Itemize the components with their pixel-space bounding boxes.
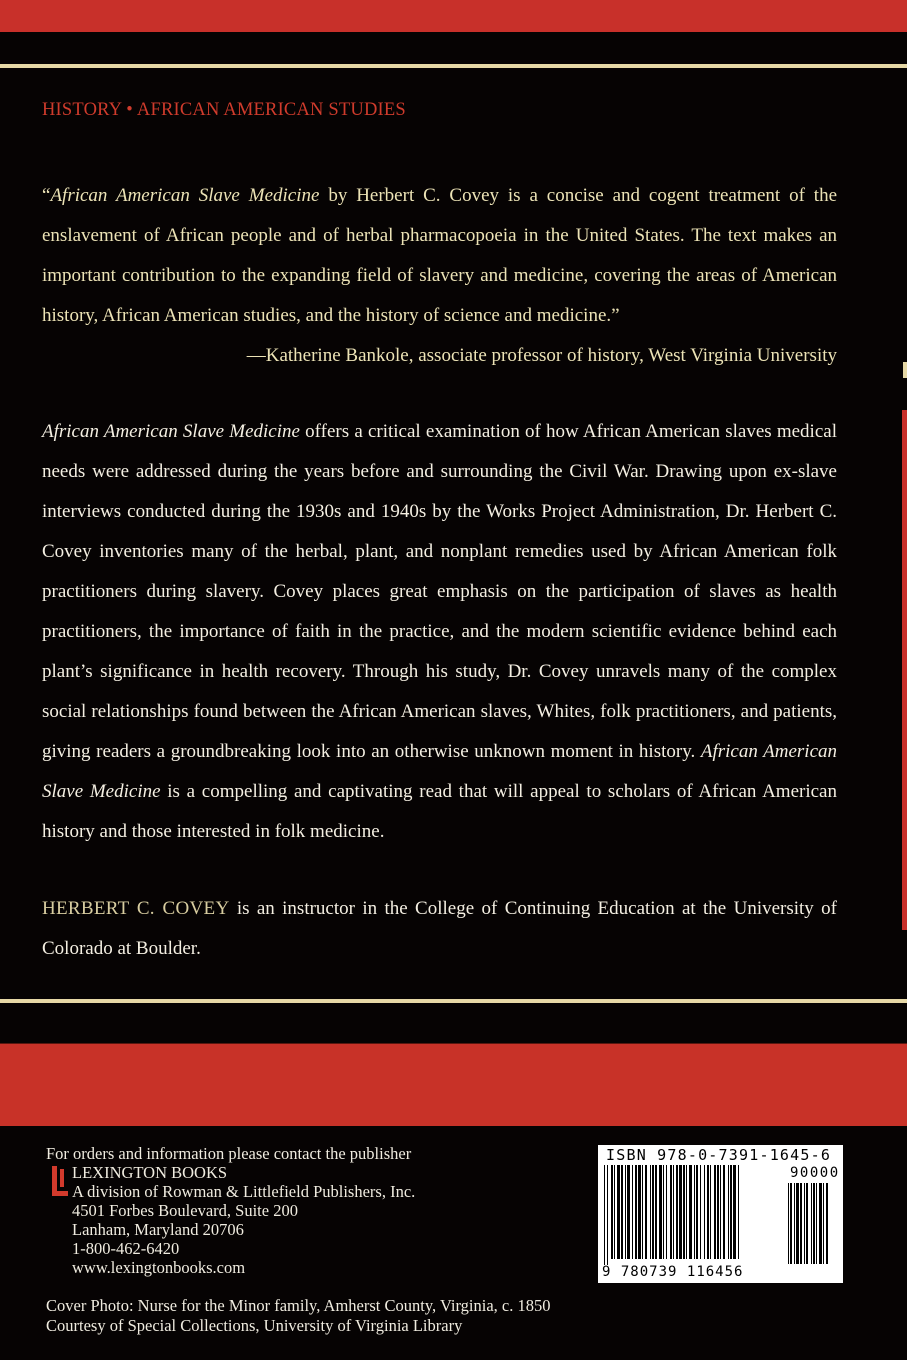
description-title-2: African American Slave Medicine [42, 741, 837, 802]
barcode-bar [804, 1183, 805, 1264]
barcode-bar [621, 1165, 623, 1259]
band-edge-line [0, 1043, 907, 1044]
category-label [42, 100, 406, 121]
quote-book-title: African American Slave Medicine [50, 185, 320, 206]
barcode-bar [714, 1165, 716, 1259]
barcode-bar [683, 1165, 685, 1259]
barcode-bar [663, 1165, 664, 1259]
publisher-division: A division of Rowman & Littlefield Publishers, Inc. [72, 1182, 416, 1201]
barcode-bar [689, 1165, 692, 1259]
barcode-bar [800, 1183, 802, 1264]
category-african-american-studies: AFRICAN AMERICAN STUDIES [136, 100, 406, 120]
ean-digits [602, 1264, 838, 1280]
barcode-bar [617, 1165, 620, 1259]
barcode-bar [707, 1165, 709, 1259]
quote-text: by Herbert C. Covey is a concise and cogent treatment of the enslavement of African people and of herbal pharmacopoeia in the United States. The text makes an important contribution to the expanding field of slavery and medicine, covering the areas of American history, African American studies, and the history of science and medicine.” [42, 185, 837, 326]
barcode-bar [700, 1165, 701, 1259]
author-bio-text: is an instructor in the College of Continuing Education at the University of Colorado at Boulder. [42, 898, 837, 959]
barcode-bar [632, 1165, 633, 1259]
barcode-bar [679, 1165, 682, 1259]
publisher-intro: For orders and information please contact the publisher [46, 1144, 412, 1163]
ean-group-2: 116456 [686, 1264, 744, 1280]
description-text-1: offers a critical examination of how African American slaves medical needs were addressed during the years before and surrounding the Civil War. Drawing upon ex-slave interviews conducted during the 1930s and 1940s by the Works Project Administration, Dr. Herbert C. Covey inventories many of the herbal, plant, and nonplant remedies used by African American folk practitioners during slavery. Covey places great emphasis on the participation of slaves as health practitioners, the importance of faith in the practice, and the modern scientific evidence behind each plant’s significance in health recovery. Through his study, Dr. Covey unravels many of the complex social relationships found between the African American slaves, Whites, folk practitioners, and patients, giving readers a groundbreaking look into an otherwise unknown moment in history. [42, 421, 837, 762]
ean-bars [604, 1165, 788, 1265]
price-code: 90000 [790, 1165, 840, 1181]
barcode-bar [704, 1165, 705, 1259]
publisher-website: www.lexingtonbooks.com [72, 1258, 246, 1277]
publisher-address-2: Lanham, Maryland 20706 [72, 1220, 244, 1239]
publisher-address-1: 4501 Forbes Boulevard, Suite 200 [72, 1201, 298, 1220]
attribution-name: —Katherine Bankole [246, 345, 409, 366]
ean-group-1: 780739 [620, 1264, 678, 1280]
barcode-bar [823, 1183, 824, 1264]
top-red-band [0, 0, 907, 32]
barcode-bar [696, 1165, 698, 1259]
barcode-bar [796, 1183, 799, 1264]
barcode-bar [627, 1165, 630, 1259]
author-bio [42, 889, 837, 969]
addon-bars [788, 1183, 838, 1264]
cover-credits [46, 1296, 646, 1336]
barcode-bar [788, 1183, 789, 1264]
barcode-bar [813, 1183, 815, 1264]
quote-attribution [42, 336, 837, 376]
barcode-bar [638, 1165, 641, 1259]
barcode-bar [710, 1165, 711, 1259]
barcode-bar [607, 1165, 608, 1265]
barcode-bar [728, 1165, 729, 1259]
description-title-1: African American Slave Medicine [42, 421, 300, 442]
barcode-bar [676, 1165, 678, 1259]
isbn-number: ISBN 978-0-7391-1645-6 [606, 1146, 832, 1164]
barcode-bar [723, 1165, 725, 1259]
barcode-bar [670, 1165, 672, 1259]
category-history: HISTORY [42, 100, 123, 120]
barcode-bar [733, 1165, 736, 1259]
publisher-block [46, 1163, 566, 1277]
barcode-bar [790, 1183, 792, 1264]
barcode-bar [650, 1165, 651, 1259]
barcode-bar [655, 1165, 657, 1259]
ean-first-digit: 9 [602, 1264, 612, 1280]
barcode-bar [730, 1165, 732, 1259]
barcode-bar [794, 1183, 795, 1264]
book-description [42, 412, 837, 852]
barcode-bar [635, 1165, 637, 1259]
publisher-phone: 1-800-462-6420 [72, 1239, 180, 1258]
barcode-bar [673, 1165, 674, 1259]
barcode-bar [811, 1183, 812, 1264]
side-red-edge [902, 410, 907, 930]
barcode-bar [652, 1165, 654, 1259]
barcode-bar [806, 1183, 808, 1264]
attribution-role: , associate professor of history, West Virginia University [408, 345, 837, 366]
author-name: HERBERT C. COVEY [42, 898, 230, 919]
barcode-bar [611, 1165, 613, 1259]
barcode-bar [717, 1165, 719, 1259]
quote-open-mark: “ [42, 185, 51, 206]
barcode-bar [826, 1183, 828, 1264]
lexington-logo-icon [52, 1166, 68, 1201]
isbn-barcode [598, 1145, 843, 1283]
bottom-cream-rule [0, 999, 907, 1003]
barcode-bar [816, 1183, 817, 1264]
barcode-bar [694, 1165, 695, 1259]
barcode-bar [659, 1165, 662, 1259]
barcode-bar [625, 1165, 626, 1259]
category-separator: • [126, 100, 133, 120]
collection-credit: Courtesy of Special Collections, University of Virginia Library [46, 1316, 463, 1335]
barcode-bar [720, 1165, 721, 1259]
barcode-bar [604, 1165, 605, 1265]
publisher-name: LEXINGTON BOOKS [72, 1163, 228, 1182]
side-edge-mark [903, 362, 907, 378]
barcode-bar [614, 1165, 615, 1259]
publisher-info [46, 1144, 566, 1277]
cover-photo-credit: Cover Photo: Nurse for the Minor family, Amherst County, Virginia, c. 1850 [46, 1296, 551, 1315]
barcode-bar [666, 1165, 667, 1259]
barcode-bar [642, 1165, 643, 1259]
bottom-red-band [0, 1043, 907, 1126]
description-text-2: is a compelling and captivating read that will appeal to scholars of African American history and those interested in folk medicine. [42, 781, 837, 842]
barcode-bar [738, 1165, 739, 1259]
barcode-bar [645, 1165, 647, 1259]
top-cream-rule [0, 64, 907, 68]
barcode-bar [819, 1183, 822, 1264]
endorsement-quote [42, 176, 837, 336]
barcode-bar [686, 1165, 687, 1259]
